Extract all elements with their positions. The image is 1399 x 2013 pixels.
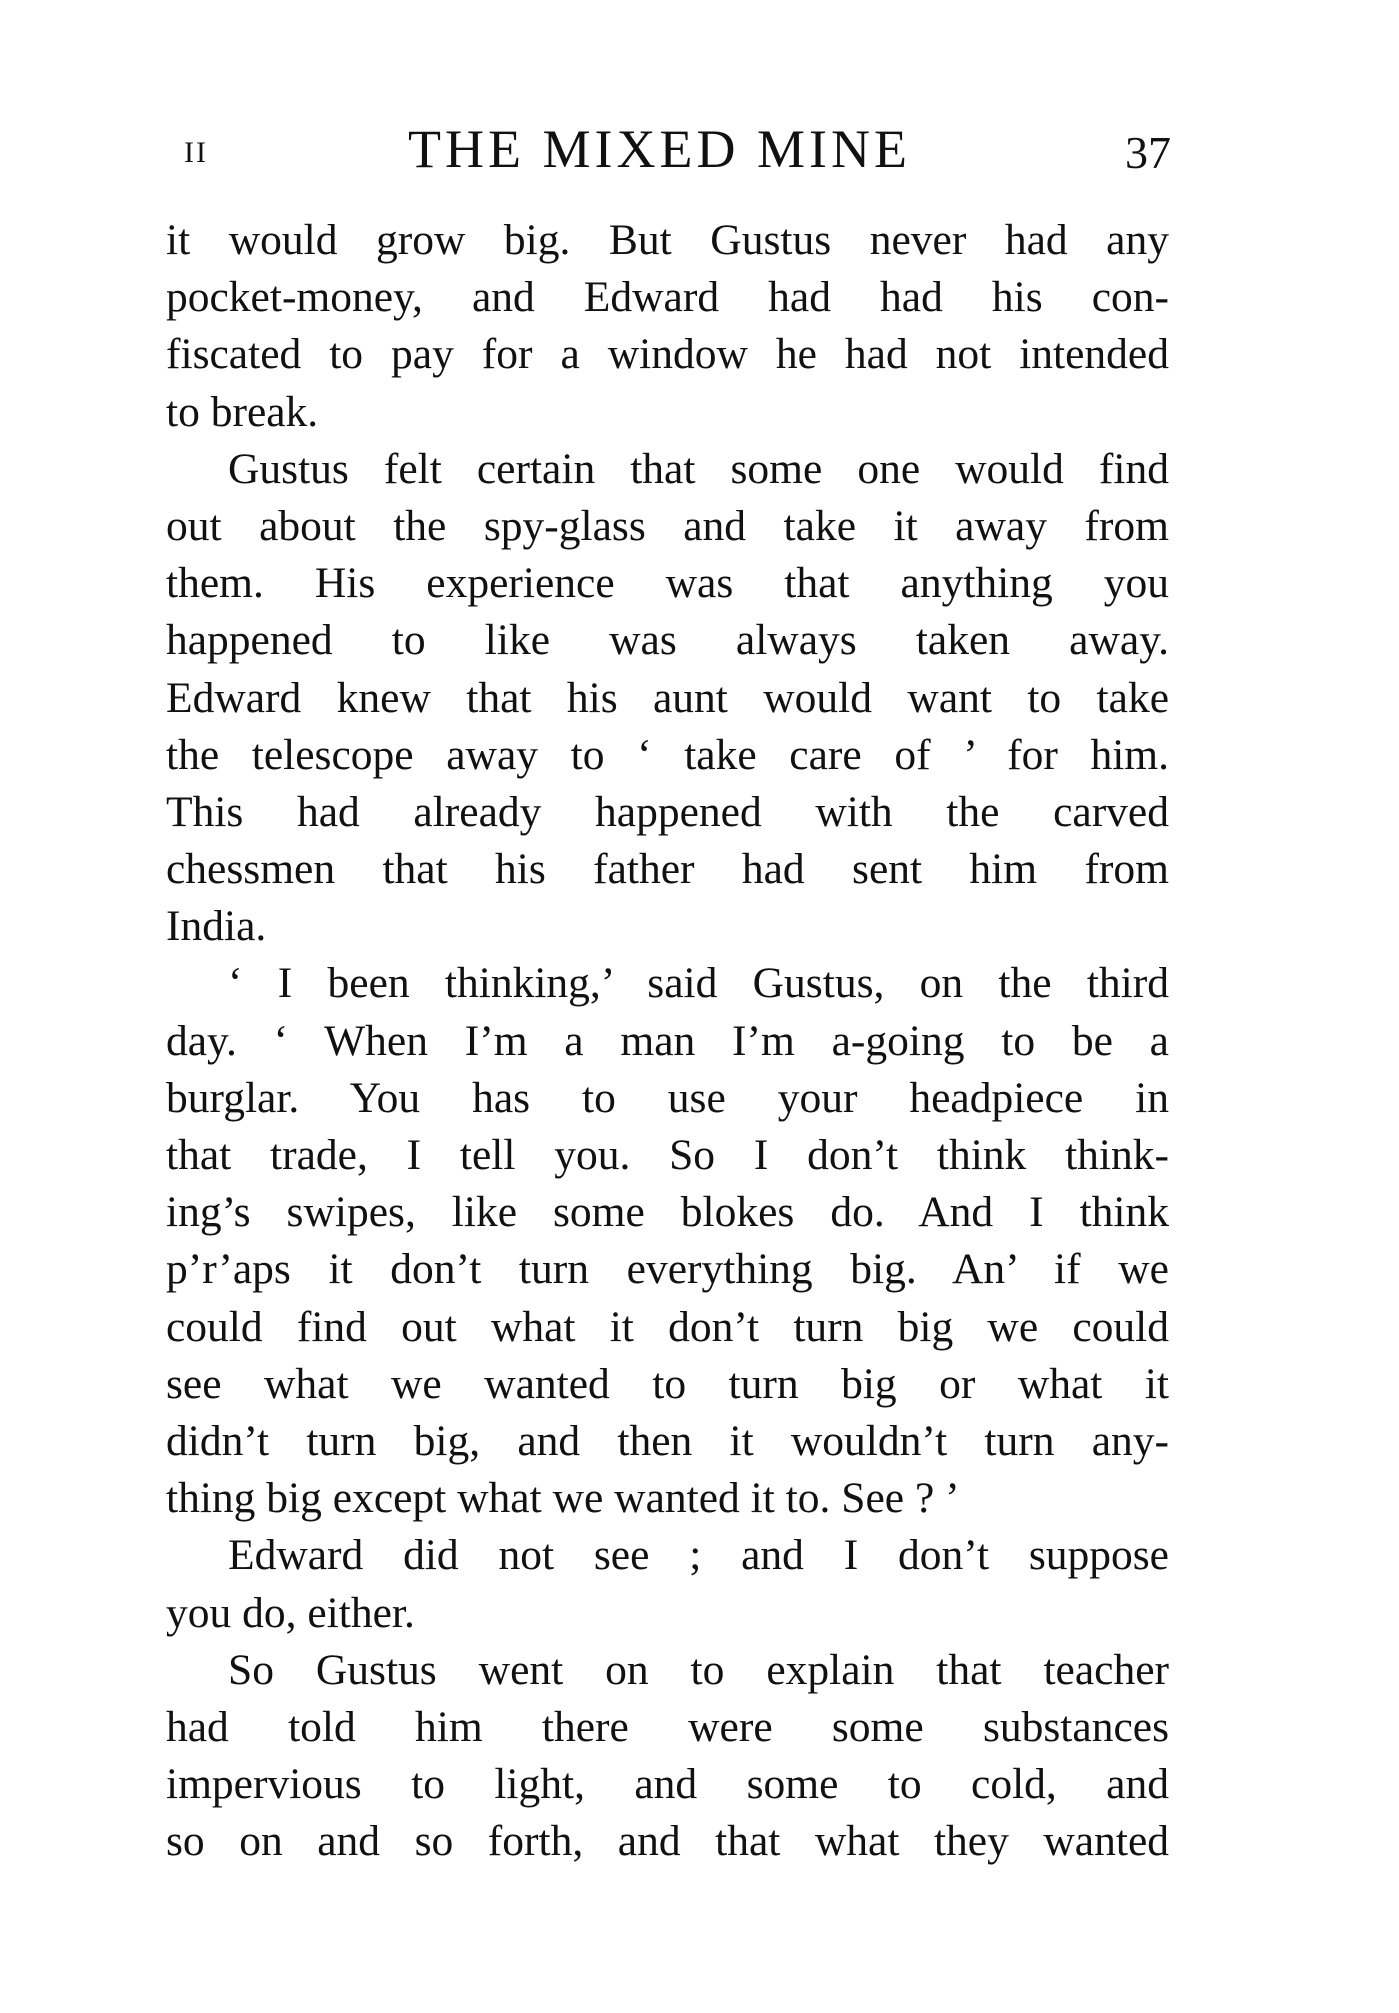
page-number: 37 — [1125, 127, 1171, 178]
text-line: had told him there were some substances — [166, 1702, 1169, 1751]
text-line: it would grow big. But Gustus never had any — [166, 216, 1169, 264]
running-header — [168, 118, 1173, 178]
text-line: burglar. You has to use your headpiece in — [166, 1073, 1169, 1122]
text-line: the telescope away to ‘ take care of ’ for him. — [166, 730, 1169, 779]
text-line: chessmen that his father had sent him from — [166, 845, 1169, 894]
body-text — [166, 212, 1169, 1870]
text-line: This had already happened with the carved — [166, 787, 1169, 836]
text-line: thing big except what we wanted it to. See ? ’ — [166, 1474, 960, 1523]
text-line: Edward knew that his aunt would want to take — [166, 673, 1169, 722]
paragraph-first-line: Gustus felt certain that some one would find — [228, 444, 1169, 493]
text-line: see what we wanted to turn big or what it — [166, 1359, 1169, 1408]
text-line: pocket-money, and Edward had had his con- — [166, 273, 1169, 322]
text-line: didn’t turn big, and then it wouldn’t turn any- — [166, 1416, 1169, 1465]
paragraph-first-line: ‘ I been thinking,’ said Gustus, on the third — [228, 959, 1169, 1008]
text-line: that trade, I tell you. So I don’t think think- — [166, 1131, 1169, 1179]
chapter-number: II — [184, 136, 208, 169]
text-line: so on and so forth, and that what they wanted — [166, 1817, 1169, 1866]
text-line: to break. — [166, 387, 319, 436]
text-line: out about the spy-glass and take it away from — [166, 501, 1169, 550]
running-title: THE MIXED MINE — [408, 119, 911, 179]
text-line: ing’s swipes, like some blokes do. And I think — [166, 1188, 1169, 1237]
text-line: you do, either. — [166, 1588, 415, 1637]
text-line: could find out what it don’t turn big we could — [166, 1302, 1169, 1351]
text-line: fiscated to pay for a window he had not intended — [166, 330, 1169, 379]
text-line: p’r’aps it don’t turn everything big. An’ if we — [166, 1245, 1169, 1294]
text-line: happened to like was always taken away. — [166, 616, 1169, 665]
text-line: them. His experience was that anything you — [166, 559, 1169, 608]
paragraph-first-line: So Gustus went on to explain that teacher — [228, 1645, 1169, 1694]
paragraph-first-line: Edward did not see ; and I don’t suppose — [228, 1531, 1169, 1580]
text-line: day. ‘ When I’m a man I’m a-going to be a — [166, 1016, 1169, 1065]
text-line: India. — [166, 902, 267, 951]
text-line: impervious to light, and some to cold, and — [166, 1760, 1169, 1809]
